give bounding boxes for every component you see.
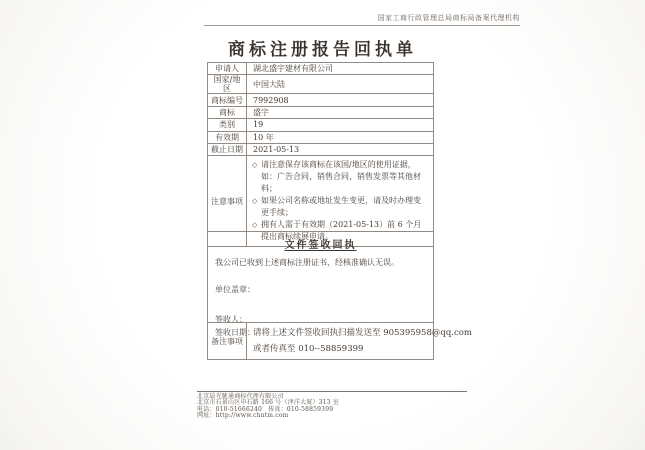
receipt-statement: 我公司已收到上述商标注册证书，经核准确认无误。 <box>215 258 399 267</box>
table-row <box>208 94 434 106</box>
table-row <box>208 63 434 75</box>
row-label: 国家/地区 <box>208 75 247 94</box>
footer-company-name: 北京晨光驰通商标代理有限公司 <box>197 393 284 400</box>
remarks-table <box>207 322 472 360</box>
remarks-line-fax: 或者传真至 010--58859399 <box>253 344 364 354</box>
row-value: 湖北盛宇建材有限公司 <box>247 63 434 75</box>
table-row <box>208 131 434 143</box>
row-label: 截止日期 <box>208 143 247 155</box>
remarks-label: 备注事项 <box>208 323 247 360</box>
trademark-info-table <box>207 62 434 247</box>
row-label: 申请人 <box>208 63 247 75</box>
agency-footer <box>197 391 467 420</box>
note-item <box>252 195 428 219</box>
table-row <box>208 106 434 118</box>
row-label: 类别 <box>208 119 247 131</box>
row-value: 19 <box>247 119 434 131</box>
row-label: 有效期 <box>208 131 247 143</box>
notes-label: 注意事项 <box>208 156 247 247</box>
row-value: 盛宇 <box>247 106 434 118</box>
note-item <box>252 159 428 195</box>
diamond-bullet-icon: ◇ <box>252 161 258 170</box>
company-stamp-label: 单位盖章： <box>215 285 255 294</box>
footer-website: 网址：http://www.chntm.com <box>197 412 289 420</box>
row-label: 商标 <box>208 106 247 118</box>
table-row <box>208 119 434 131</box>
diamond-bullet-icon: ◇ <box>252 221 258 230</box>
agency-filing-line: 国家工商行政管理总局商标局备案代理机构 <box>204 13 520 26</box>
footer-phone-fax: 电话：010-51666240 传真：010-58859399 <box>197 405 334 413</box>
document-title: 商标注册报告回执单 <box>228 40 417 60</box>
table-row <box>208 75 434 94</box>
row-value: 中国大陆 <box>247 75 434 94</box>
note-text: 如果公司名称或地址发生变更，请及时办理变更手续； <box>261 196 421 218</box>
row-value: 2021-05-13 <box>247 143 434 155</box>
remarks-content <box>247 323 472 360</box>
signer-label: 签收人： <box>215 315 247 324</box>
receipt-title: 文件签收回执 <box>284 240 357 251</box>
row-value: 10 年 <box>247 131 434 143</box>
sign-date-label: 签收日期： <box>215 328 255 337</box>
diamond-bullet-icon: ◇ <box>252 197 258 206</box>
footer-address: 北京市石景山区申石路 166 号（泽洋大厦）313 室 <box>197 399 340 407</box>
remarks-line-email: 请将上述文件签收回执扫描发送至 905395958@qq.com <box>253 328 472 338</box>
row-value: 7992908 <box>247 94 434 106</box>
note-text: 请注意保存该商标在该国/地区的使用证据，如：广告合同、销售合同、销售发票等其他材料； <box>261 160 421 194</box>
row-label: 商标编号 <box>208 94 247 106</box>
remarks-row <box>208 323 434 360</box>
table-row <box>208 143 434 155</box>
note-text: 拥有人需于有效期（2021-05-13）前 6 个月提出商标续展申请。 <box>261 220 422 242</box>
